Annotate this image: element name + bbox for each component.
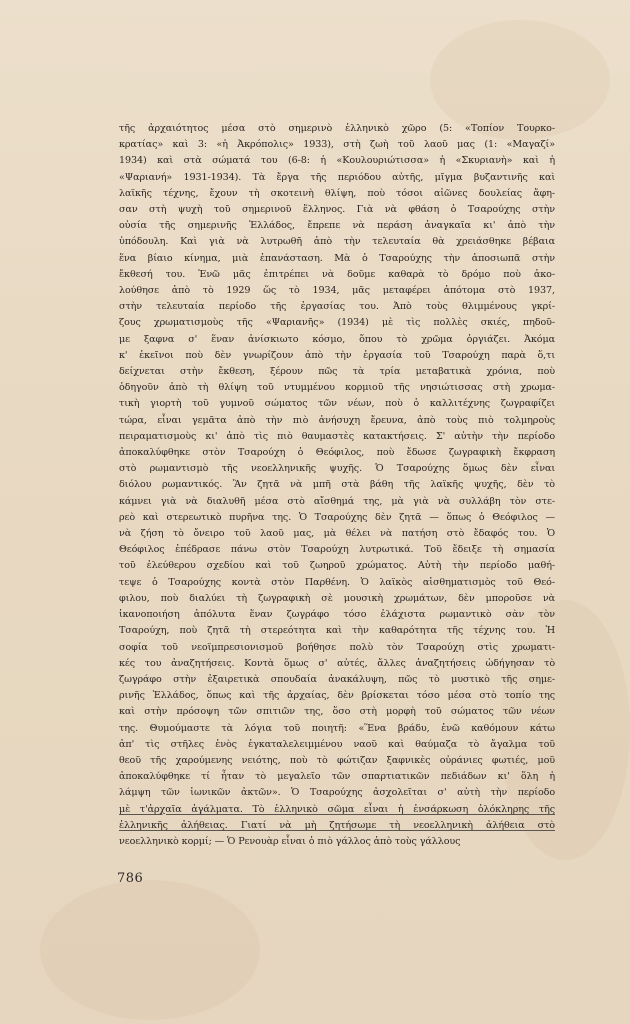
- text-line: ὑπόδουλη. Καὶ γιὰ νὰ λυτρωθῆ ἀπὸ τὴν τελευταία θὰ χρειάσθηκε βέβαια: [119, 236, 555, 248]
- text-line: τῆς ἀρχαιότητος μέσα στὸ σημερινὸ ἑλληνικὸ χῶρο (5: «Τοπίον Τουρκο-: [119, 123, 555, 134]
- text-line: ἔκθεσή του. Ἐνῶ μᾶς ἐπιτρέπει νὰ δοῦμε καθαρὰ τὸ δρόμο ποὺ ἀκο-: [119, 268, 555, 280]
- paper-stain: [40, 880, 260, 1020]
- text-line: 1934) καὶ στὰ σώματά του (6-8: ἡ «Κουλουριώτισσα» ἡ «Σκυριανὴ» καὶ ἡ: [119, 155, 555, 167]
- text-line: ρινῆς Ἑλλάδος, ὅπως καὶ τῆς ἀρχαίας, δὲν βρίσκεται τόσο μέσα στὸ τοπίο της: [119, 690, 555, 702]
- text-line: κάμνει γιὰ νὰ διαλυθῆ μέσα στὸ αἴσθημά της, μὰ γιὰ νὰ συλλάβη τὸν στε-: [119, 495, 555, 507]
- text-line: ζωγράφο στὴν ἐξαιρετικὰ σπουδαία ἀνακάλυψη, πῶς τὸ μυστικὸ τῆς σημε-: [119, 673, 555, 685]
- article-text: [119, 121, 555, 850]
- text-line: κρατίας» καὶ 3: «ἡ Ἀκρόπολις» 1933), στὴ ζωὴ τοῦ λαοῦ μας (1: «Μαγαζί»: [119, 139, 555, 151]
- text-line: «Ψαριανή» 1931-1934). Τὰ ἔργα τῆς περιόδου αὐτῆς, μῖγμα βυζαντινῆς καὶ: [119, 171, 555, 183]
- text-line: δείχνεται στὴν ἔκθεση, ξέρουν πῶς τὰ τρία μεταβατικὰ χρόνια, ποὺ: [119, 366, 555, 378]
- text-line: σοφία τοῦ νεοϊμπρεσιονισμοῦ βοήθησε πολὺ τὸν Τσαρούχη στὶς χρωματι-: [119, 641, 555, 653]
- text-line: λούθησε ἀπὸ τὸ 1929 ὥς τὸ 1934, μᾶς μεταφέρει ἀπότομα στὸ 1937,: [119, 285, 555, 297]
- text-line: κ' ἐκεῖνοι ποὺ δὲν γνωρίζουν ἀπὸ τὴν ἐργασία τοῦ Τσαρούχη παρὰ ὅ,τι: [119, 349, 555, 361]
- text-line: διόλου ρωμαντικός. Ἂν ζητᾶ νὰ μπῆ στὰ βάθη τῆς λαϊκῆς ψυχῆς, δὲν τὸ: [119, 479, 555, 491]
- text-line: πειραματισμοὺς κι' ἀπὸ τὶς πιὸ θαυμαστὲς κατακτήσεις. Σ' αὐτὴν τὴν περίοδο: [119, 430, 555, 442]
- text-line: της. Θυμούμαστε τὰ λόγια τοῦ ποιητῆ: «Ἕνα βράδυ, ἐνῶ καθόμουν κάτω: [119, 722, 555, 734]
- text-line: Τσαρούχη, ποὺ ζητᾶ τὴ στερεότητα καὶ τὴν καθαρότητα τῆς τέχνης του. Ἡ: [119, 625, 555, 637]
- text-line: λαϊκῆς τέχνης, ἔχουν τὴ σκοτεινὴ θλίψη, ποὺ τόσοι αἰῶνες δουλείας ἄφη-: [119, 187, 555, 199]
- text-line: με ξαφνα σ' ἕναν ἀνίσκιωτο κόσμο, ὅπου τὸ χρῶμα ὀργιάζει. Ἀκόμα: [119, 333, 555, 345]
- text-line: τώρα, εἶναι γεμᾶτα ἀπὸ τὴν πιὸ ἀνήσυχη ἔρευνα, ἀπὸ τοὺς πιὸ τολμηροὺς: [119, 414, 555, 426]
- text-line: ρεὸ καὶ στερεωτικὸ πυρῆνα της. Ὁ Τσαρούχης δὲν ζητᾶ — ὅπως ὁ Θεόφιλος —: [119, 511, 555, 523]
- text-line: θεοῦ τῆς χαρούμενης νειότης, ποὺ τὸ φώτιζαν ξαφνικὲς οὐράνιες φωτιές, μοῦ: [119, 754, 555, 766]
- text-line: Θεόφιλος ἐπέδρασε πάνω στὸν Τσαρούχη λυτρωτικά. Τοῦ ἔδειξε τὴ σημασία: [119, 544, 555, 556]
- text-line: ὁδηγοῦν ἀπὸ τὴ θλίψη τοῦ ντυμμένου κορμιοῦ τῆς νησιώτισσας στὴ χρωμα-: [119, 382, 555, 394]
- text-line: μὲ τ'ἀρχαῖα ἀγάλματα. Τὸ ἑλληνικὸ σῶμα εἶναι ἡ ἐνσάρκωση ὁλόκληρης τῆς: [119, 803, 555, 815]
- text-line: νὰ ζήση τὸ ὄνειρο τοῦ λαοῦ μας, μὰ θέλει νὰ πατήση στὸ ἔδαφός του. Ὁ: [119, 528, 555, 540]
- text-line: ἕνα βίαιο κίνημα, μιὰ ἐπανάσταση. Μὰ ὁ Τσαρούχης τὴν ἀποσιωπᾶ στὴν: [119, 252, 555, 264]
- text-line: ἱκανοποιήση ἀπόλυτα ἕναν ζωγράφο τόσο ἐλάχιστα ρωμαντικὸ σὰν τὸν: [119, 609, 555, 621]
- text-line: τοῦ ἐλεύθερου σχεδίου καὶ τοῦ ζωηροῦ χρώματος. Αὐτὴ τὴν περίοδο μαθή-: [119, 560, 555, 572]
- text-line: ζους χρωματισμοὺς τῆς «Ψαριανῆς» (1934) μὲ τὶς πολλὲς σκιές, πηδοῦ-: [119, 317, 555, 329]
- text-line: νεοελληνικὸ κορμί; — Ὁ Ρενουὰρ εἶναι ὁ πιὸ γάλλος ἀπὸ τοὺς γάλλους: [119, 835, 461, 847]
- text-line: λάμψη τῶν ἰωνικῶν ἀκτῶν». Ὁ Τσαρούχης ἀσχολεῖται σ' αὐτὴ τὴν περίοδο: [119, 787, 555, 799]
- text-line: ἀποκαλύφθηκε τί ἦταν τὸ μεγαλεῖο τῶν σπαρτιατικῶν πεδιάδων κι' ὅλη ἡ: [119, 771, 555, 783]
- text-line: κές του ἀναζητήσεις. Κοντὰ ὅμως σ' αὐτές, ἄλλες ἀναζητήσεις ὡδήγησαν τὸ: [119, 657, 555, 669]
- text-line: φιλου, ποὺ διαλύει τὴ ζωγραφικὴ σὲ μουσικὴ χρωμάτων, δὲν μποροῦσε νὰ: [119, 592, 555, 604]
- text-line: σαν στὴ ψυχὴ τοῦ σημερινοῦ ἕλληνος. Γιὰ νὰ φθάση ὁ Τσαρούχης στὴν: [119, 204, 555, 216]
- text-line: τεψε ὁ Τσαρούχης κοντὰ στὸν Παρθένη. Ὁ λαϊκὸς αἰσθηματισμὸς τοῦ Θεό-: [119, 576, 555, 588]
- text-line: ἀπ' τὶς στῆλες ἑνὸς ἐγκαταλελειμμένου ναοῦ καὶ θαύμαζα τὸ ἄγαλμα τοῦ: [119, 738, 555, 750]
- page-number: 786: [117, 871, 144, 886]
- text-line: ἑλληνικῆς ἀλήθειας. Γιατί νὰ μὴ ζητήσωμε τὴ νεοελληνικὴ ἀλήθεια στὸ: [119, 819, 555, 831]
- text-line: καὶ στὴν πρόσοψη τῶν σπιτιῶν της, ὅσο στὴ μορφὴ τοῦ σώματος τῶν νέων: [119, 706, 555, 718]
- text-line: στὴν τελευταία περίοδο τῆς ἐργασίας του. Ἀπὸ τοὺς θλιμμένους γκρί-: [119, 301, 555, 313]
- text-line: στὸ ρωμαντισμὸ τῆς νεοελληνικῆς ψυχῆς. Ὁ Τσαρούχης ὅμως δὲν εἶναι: [119, 463, 555, 475]
- text-line: ἀποκαλύφθηκε στὸν Τσαρούχη ὁ Θεόφιλος, ποὺ ἔδωσε ζωγραφικὴ ἔκφραση: [119, 447, 555, 459]
- text-line: τικὴ γιορτὴ τοῦ γυμνοῦ σώματος τῶν νέων, ποὺ ὁ καλλιτέχνης ζωγραφίζει: [119, 398, 555, 410]
- text-line: οὐσία τῆς σημερινῆς Ἑλλάδος, ἔπρεπε νὰ περάση ἀναγκαῖα κι' ἀπὸ τὴν: [119, 220, 555, 232]
